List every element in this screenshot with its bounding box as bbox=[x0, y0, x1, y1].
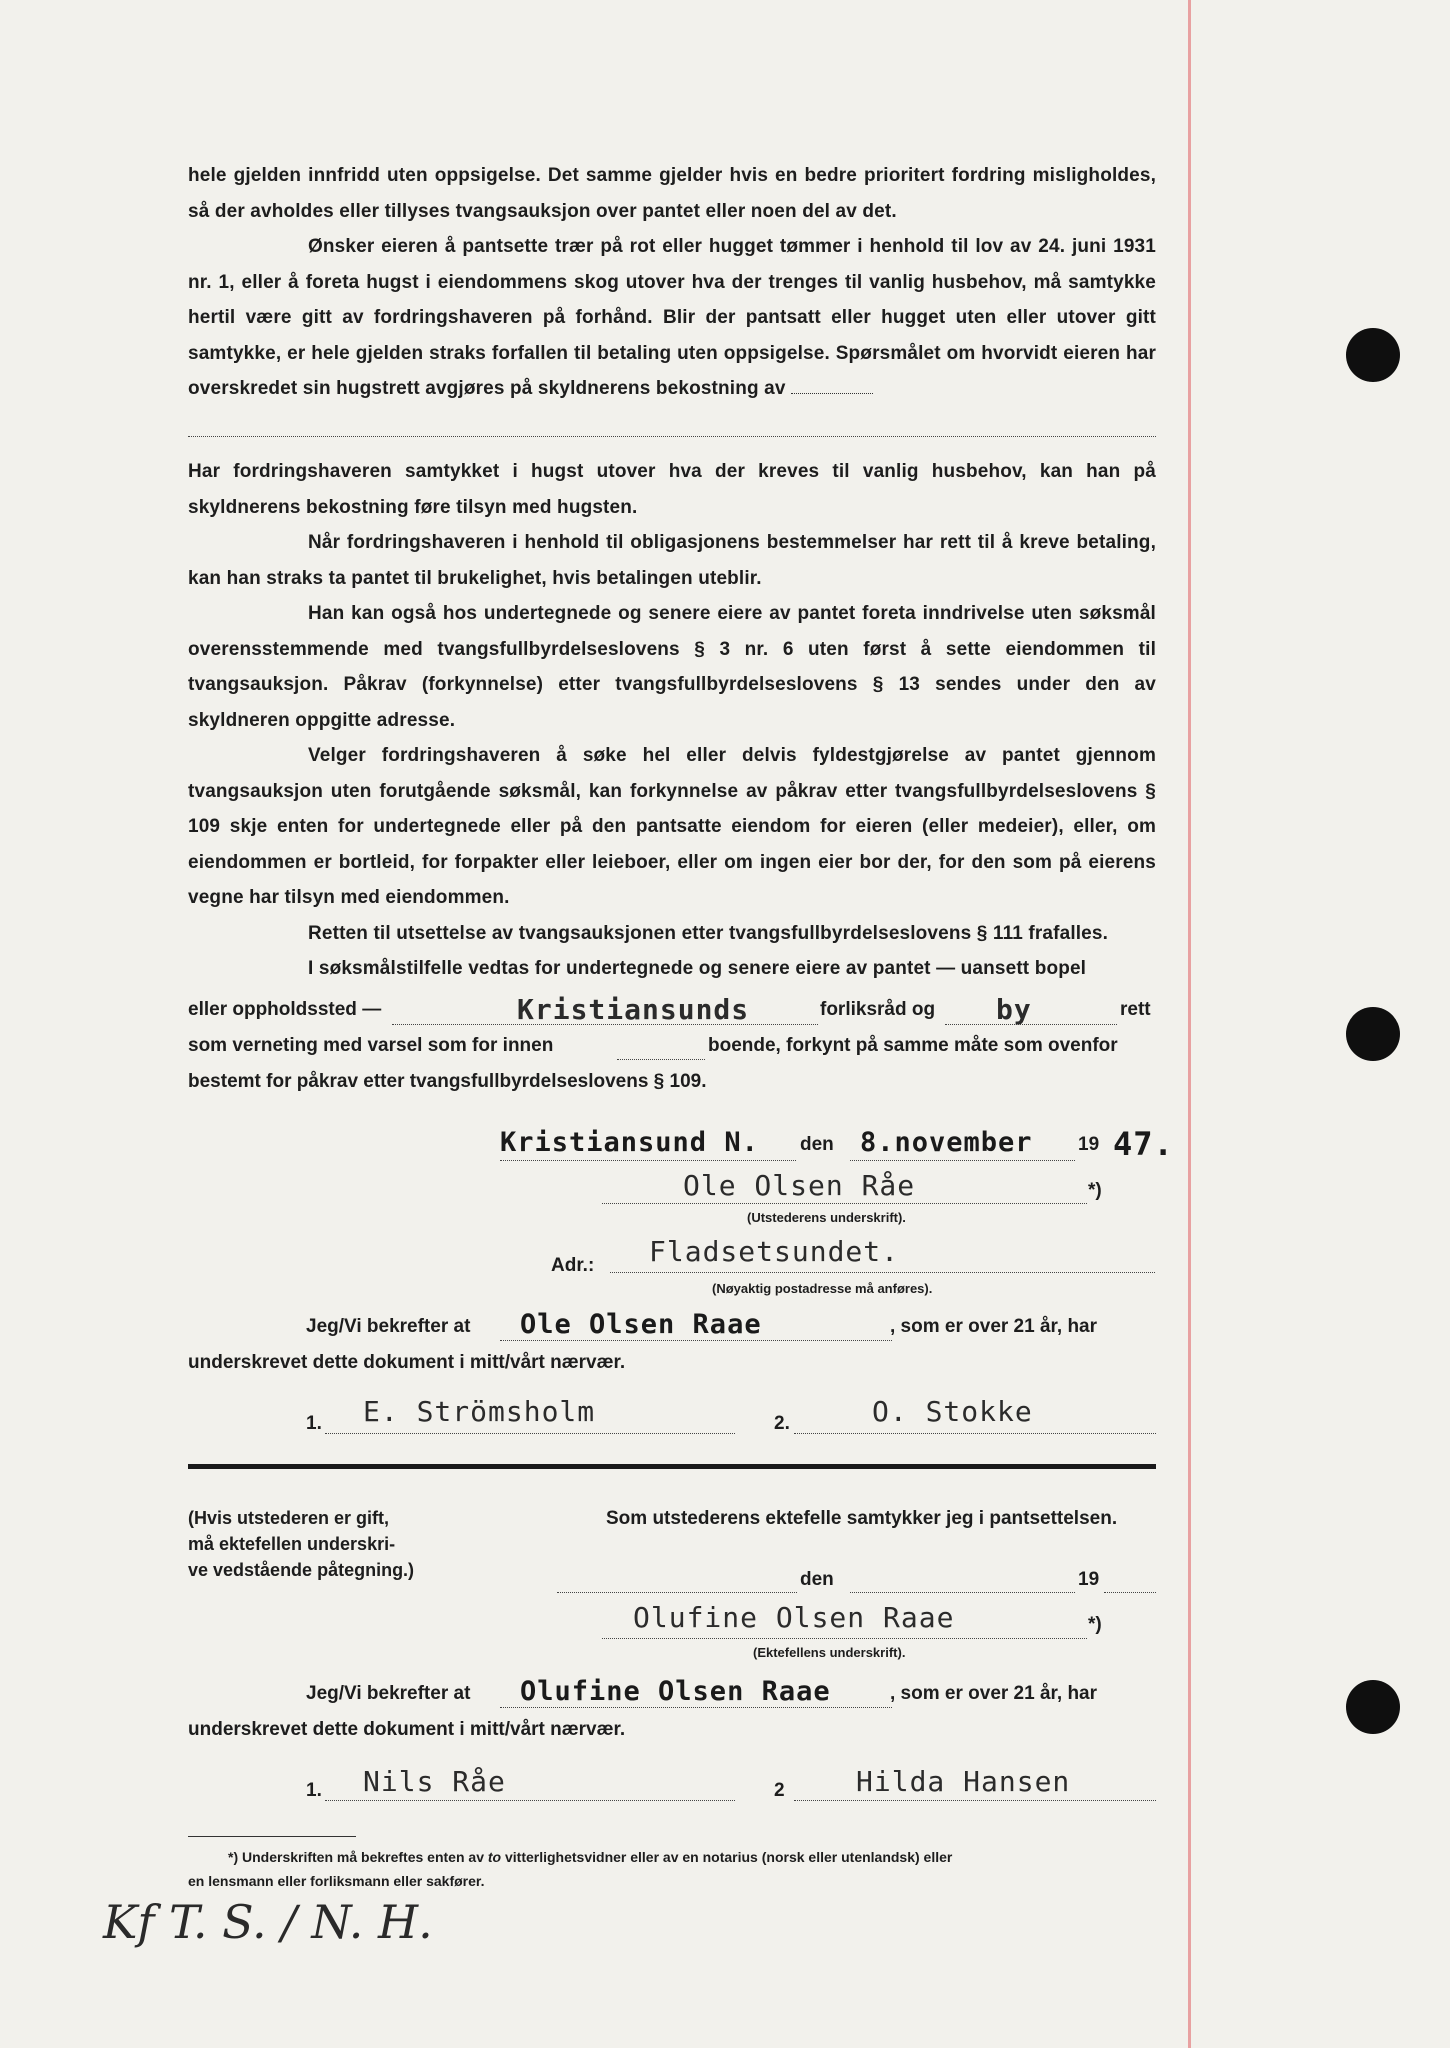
paragraph-timber bbox=[188, 229, 1156, 407]
spouse-note-2: må ektefellen underskri- bbox=[188, 1534, 396, 1554]
address-caption: (Nøyaktig postadresse må anføres). bbox=[712, 1281, 933, 1296]
venue-rett: rett bbox=[1120, 999, 1151, 1020]
paragraph-usufruct: Når fordringshaveren i henhold til obligasjonens bestemmelser har rett til å kreve betaling, kan han straks ta pantet til brukelighet, hvis betalingen uteblir. bbox=[188, 532, 1156, 589]
mortgage-terms-upper bbox=[188, 158, 1156, 407]
paragraph-timber-text: Ønsker eieren å pantsette trær på rot eller hugget tømmer i henhold til lov av 24. juni 1931 nr. 1, eller å foreta hugst i eiendommens skog utover hva der trenges til vanlig husbehov, må samtykke hertil være gitt av fordringshaveren på forhånd. Blir der pantsatt eller hugget uten eller utover gitt samtykke, er hele gjelden straks forfallen til betaling uten oppsigelse. Spørsmålet om hvorvidt eieren har overskredet sin hugstrett avgjøres på skyldnerens bekostning av bbox=[188, 236, 1156, 399]
handwritten-margin-note: Kf T. S. / N. H. bbox=[103, 1895, 433, 1949]
witness1-num2: 2. bbox=[774, 1413, 790, 1434]
paragraph-supervision: Har fordringshaveren samtykket i hugst utover hva der kreves til vanlig husbehov, kan han på skyldnerens bekostning føre tilsyn med hugsten. bbox=[188, 461, 1156, 518]
signing-year-prefix: 19 bbox=[1078, 1134, 1100, 1155]
venue-line-3a: som verneting med varsel som for innen bbox=[188, 1035, 554, 1056]
paragraph-enforcement: Han kan også hos undertegnede og senere eiere av pantet foreta inndrivelse uten søksmål overensstemmende med tvangsfullbyrdelseslovens § 3 nr. 6 uten først å sette eiendommen til tvangsauksjon. Påkrav (forkynnelse) etter tvangsfullbyrdelseslovens § 13 sendes under den av skyldneren oppgitte adresse. bbox=[188, 603, 1156, 731]
spouse-consent: Som utstederens ektefelle samtykker jeg i pantsettelsen. bbox=[606, 1508, 1118, 1529]
witness1-line-b bbox=[794, 1433, 1156, 1434]
footnote-line-1c: vitterlighetsvidner eller av en notarius (norsk eller utenlandsk) eller bbox=[504, 1849, 953, 1865]
footnote-line-2: en lensmann eller forliksmann eller sakfører. bbox=[188, 1873, 485, 1889]
witness1-principal: Ole Olsen Raae bbox=[520, 1309, 762, 1340]
signing-place: Kristiansund N. bbox=[500, 1127, 759, 1158]
footnote-line-1a: *) Underskriften må bekreftes enten av bbox=[228, 1849, 484, 1865]
blank-dotted bbox=[791, 392, 873, 394]
witness2-signature-a: Nils Råe bbox=[363, 1765, 506, 1798]
paragraph-postponement: Retten til utsettelse av tvangsauksjonen etter tvangsfullbyrdelseslovens § 111 frafalles. bbox=[308, 922, 1109, 944]
spouse-year-line bbox=[1104, 1592, 1156, 1593]
signing-den: den bbox=[800, 1134, 834, 1155]
issuer-caption: (Utstederens underskrift). bbox=[747, 1210, 906, 1225]
witness1-signature-a: E. Strömsholm bbox=[363, 1395, 596, 1428]
venue-line-1: I søksmålstilfelle vedtas for undertegnede og senere eiere av pantet — uansett bopel bbox=[308, 958, 1087, 979]
witness2-principal-line bbox=[500, 1707, 892, 1708]
witness2-principal: Olufine Olsen Raae bbox=[520, 1676, 831, 1707]
section-divider bbox=[188, 1464, 1156, 1469]
issuer-address: Fladsetsundet. bbox=[649, 1235, 900, 1268]
witness1-intro: Jeg/Vi bekrefter at bbox=[306, 1316, 471, 1337]
footnote-line-1b: to bbox=[487, 1849, 502, 1865]
venue-court-name: Kristiansunds bbox=[517, 993, 750, 1026]
spouse-year-prefix: 19 bbox=[1078, 1569, 1100, 1590]
mortgage-terms-lower bbox=[188, 454, 1156, 987]
venue-forliksrad: forliksråd og bbox=[820, 999, 936, 1020]
signing-place-line bbox=[500, 1160, 796, 1161]
punch-hole-bottom bbox=[1346, 1680, 1400, 1734]
venue-prefix: eller oppholdssted — bbox=[188, 999, 382, 1020]
blank-line-hugst bbox=[188, 436, 1156, 437]
witness2-suffix: , som er over 21 år, har bbox=[890, 1683, 1098, 1704]
address-line bbox=[610, 1272, 1155, 1273]
punch-hole-middle bbox=[1346, 1007, 1400, 1061]
paragraph-auction: Velger fordringshaveren å søke hel eller delvis fyldestgjørelse av pantet gjennom tvangsauksjon uten forutgående søksmål, kan forkynnelse av påkrav etter tvangsfullbyrdelseslovens § 109 skje enten for undertegnede eller på den pantsatte eiendom for eieren (eller medeier), eller, om eiendommen er bortleid, for forpakter eller leieboer, eller om ingen eier bor der, for den som på eierens vegne har tilsyn med eiendommen. bbox=[188, 745, 1156, 908]
venue-town-type: by bbox=[996, 993, 1032, 1026]
punch-hole-top bbox=[1346, 328, 1400, 382]
address-label: Adr.: bbox=[551, 1255, 595, 1276]
spouse-signature: Olufine Olsen Raae bbox=[633, 1601, 955, 1634]
spouse-note-1: (Hvis utstederen er gift, bbox=[188, 1508, 390, 1528]
spouse-asterisk: *) bbox=[1088, 1614, 1102, 1635]
signing-date: 8.november bbox=[860, 1127, 1033, 1158]
witness1-line2: underskrevet dette dokument i mitt/vårt nærvær. bbox=[188, 1352, 626, 1373]
spouse-date-line bbox=[850, 1592, 1075, 1593]
venue-innen-line bbox=[617, 1059, 705, 1060]
witness2-signature-b: Hilda Hansen bbox=[856, 1765, 1071, 1798]
issuer-asterisk: *) bbox=[1088, 1180, 1102, 1201]
spouse-place-line bbox=[557, 1592, 797, 1593]
venue-line-4: bestemt for påkrav etter tvangsfullbyrdelseslovens § 109. bbox=[188, 1071, 707, 1092]
venue-line-3b: boende, forkynt på samme måte som ovenfor bbox=[708, 1035, 1118, 1056]
witness2-num1: 1. bbox=[306, 1780, 322, 1801]
spouse-signature-line bbox=[602, 1638, 1087, 1639]
issuer-signature: Ole Olsen Råe bbox=[683, 1169, 916, 1202]
witness2-num2: 2 bbox=[774, 1780, 785, 1801]
footnote-rule bbox=[188, 1836, 356, 1837]
witness1-num1: 1. bbox=[306, 1413, 322, 1434]
witness1-suffix: , som er over 21 år, har bbox=[890, 1316, 1098, 1337]
signing-year-suffix: 47. bbox=[1113, 1125, 1174, 1163]
signing-date-line bbox=[850, 1160, 1075, 1161]
witness2-line2: underskrevet dette dokument i mitt/vårt nærvær. bbox=[188, 1719, 626, 1740]
paragraph-default: hele gjelden innfridd uten oppsigelse. Det samme gjelder hvis en bedre prioritert fordring misligholdes, så der avholdes eller tillyses tvangsauksjon over pantet eller noen del av det. bbox=[188, 165, 1156, 222]
margin-line bbox=[1188, 0, 1191, 2048]
witness1-signature-b: O. Stokke bbox=[872, 1395, 1033, 1428]
witness1-line-a bbox=[325, 1433, 735, 1434]
footnote-line-1 bbox=[228, 1849, 952, 1865]
witness2-intro: Jeg/Vi bekrefter at bbox=[306, 1683, 471, 1704]
spouse-caption: (Ektefellens underskrift). bbox=[753, 1645, 906, 1660]
witness2-line-b bbox=[794, 1800, 1156, 1801]
spouse-note-3: ve vedstående påtegning.) bbox=[188, 1560, 415, 1580]
witness2-line-a bbox=[325, 1800, 735, 1801]
spouse-den: den bbox=[800, 1569, 834, 1590]
witness1-principal-line bbox=[500, 1340, 892, 1341]
issuer-signature-line bbox=[602, 1203, 1087, 1204]
